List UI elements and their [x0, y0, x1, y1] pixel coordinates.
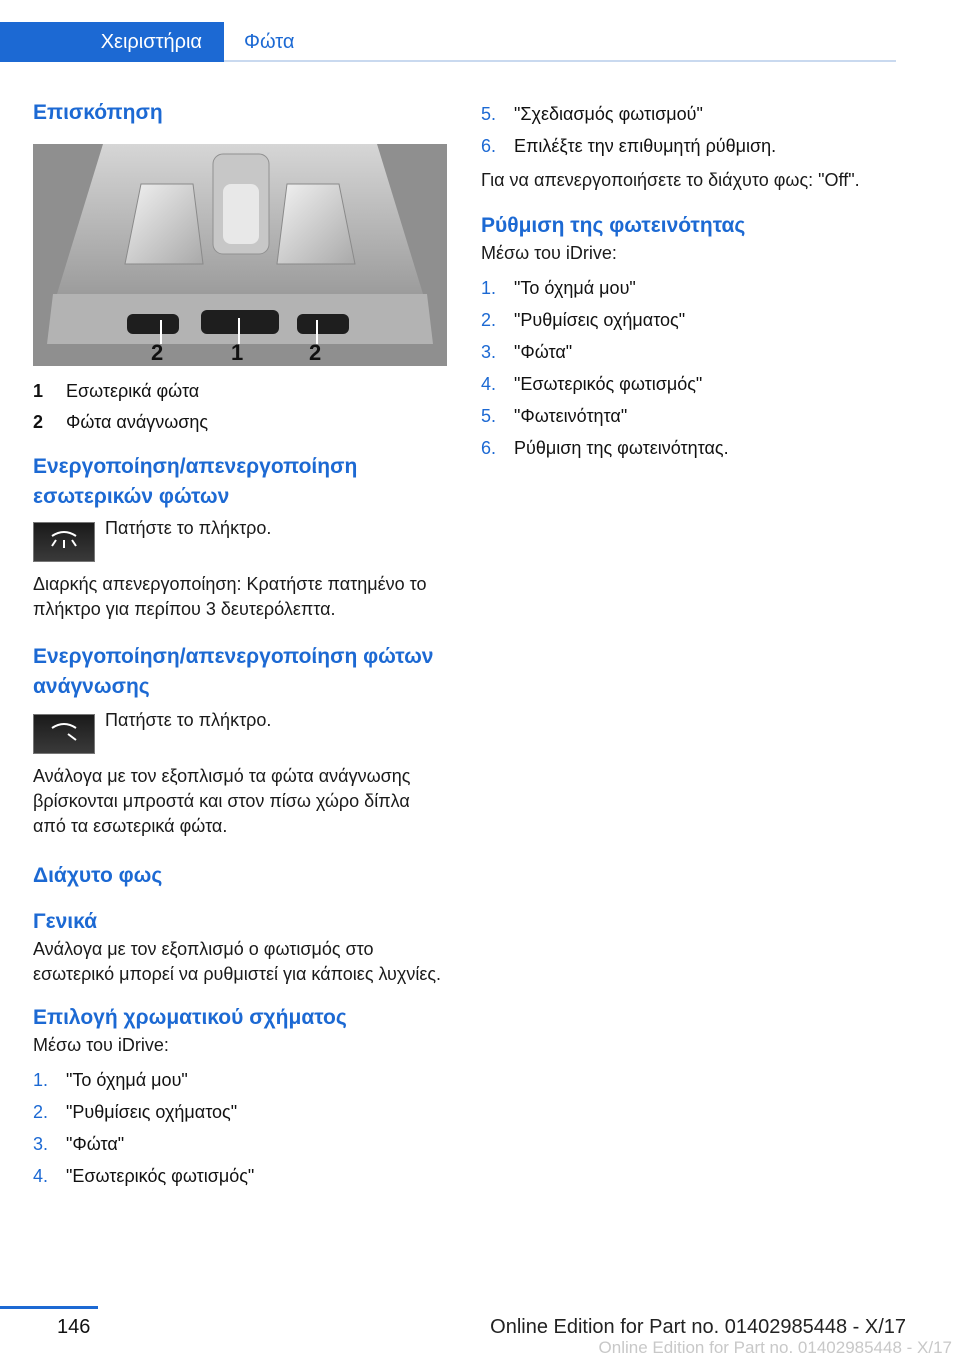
legend-row [33, 407, 447, 438]
reading-paragraph: Ανάλογα με τον εξοπλισμό τα φώτα ανάγνωσης βρίσκονται μπροστά και στον πίσω χώρο δίπλα από τα εσωτερικά φώτα. [33, 766, 411, 836]
list-item: 2. "Ρυθμίσεις οχήματος" [481, 310, 686, 330]
photo-label-center: 1 [231, 340, 244, 365]
list-item: 1. "Το όχημά μου" [33, 1070, 188, 1090]
photo-label-left: 2 [151, 340, 164, 365]
brightness-steps-list [481, 272, 895, 464]
list-item: 5. "Φωτεινότητα" [481, 406, 628, 426]
legend-row [33, 376, 447, 407]
color-steps-continued [481, 98, 895, 162]
list-item: 3. "Φώτα" [481, 342, 573, 362]
list-item: 1. "Το όχημά μου" [481, 278, 636, 298]
page-number: 146 [57, 1316, 91, 1338]
list-item: 6. Ρύθμιση της φωτεινότητας. [481, 438, 729, 458]
interior-paragraph: Διαρκής απενεργοποίηση: Κρατήστε πατημένο το πλήκτρο για περίπου 3 δευτερόλεπτα. [33, 574, 427, 619]
legend-text: Εσωτερικά φώτα [66, 381, 200, 401]
ambient-light-heading: Διάχυτο φως [33, 864, 163, 887]
legend-number: 2 [33, 412, 44, 432]
legend-text: Φώτα ανάγνωσης [66, 412, 209, 432]
reading-press-text: Πατήστε το πλήκτρο. [105, 710, 272, 730]
photo-legend [33, 376, 447, 438]
brightness-via-idrive: Μέσω του iDrive: [481, 243, 617, 263]
interior-press-text: Πατήστε το πλήκτρο. [105, 518, 272, 538]
color-scheme-subheading: Επιλογή χρωματικού σχήματος [33, 1006, 347, 1029]
legend-number: 1 [33, 381, 44, 401]
overview-heading: Επισκόπηση [33, 101, 163, 124]
chapter-tabbar [0, 0, 960, 62]
reading-button-row [33, 710, 447, 754]
overhead-console-photo [33, 144, 447, 366]
list-item: 4. "Εσωτερικός φωτισμός" [481, 374, 703, 394]
list-item: 6. Επιλέξτε την επιθυμητή ρύθμιση. [481, 136, 777, 156]
console-illustration [33, 144, 447, 366]
photo-label-right: 2 [309, 340, 322, 365]
brightness-subheading: Ρύθμιση της φωτεινότητας [481, 214, 746, 237]
interior-lights-heading: Ενεργοποίηση/απενεργοποίηση εσωτερικών φώτων [33, 455, 358, 508]
reading-lights-heading: Ενεργοποίηση/απενεργοποίηση φώτων ανάγνωσης [33, 645, 434, 698]
reading-light-button-icon [33, 714, 95, 754]
list-item: 2. "Ρυθμίσεις οχήματος" [33, 1102, 238, 1122]
edition-note: Online Edition for Part no. 01402985448 - X/17 [490, 1316, 906, 1338]
right-column [481, 98, 895, 464]
list-item: 5. "Σχεδιασμός φωτισμού" [481, 104, 703, 124]
off-paragraph: Για να απενεργοποιήσετε το διάχυτο φως: "Off". [481, 170, 860, 190]
watermark: Online Edition for Part no. 01402985448 - X/17 [598, 1338, 952, 1357]
tab-lights[interactable]: Φώτα [244, 30, 295, 53]
list-item: 3. "Φώτα" [33, 1134, 125, 1154]
interior-button-row [33, 518, 447, 562]
color-via-idrive: Μέσω του iDrive: [33, 1035, 169, 1055]
footer-accent-line [0, 1306, 98, 1309]
color-steps-list [33, 1064, 447, 1192]
general-paragraph: Ανάλογα με τον εξοπλισμό ο φωτισμός στο εσωτερικό μπορεί να ρυθμιστεί για κάποιες λυχνίες. [33, 939, 442, 984]
tab-underline [224, 60, 896, 62]
general-subheading: Γενικά [33, 910, 98, 933]
tab-controls[interactable]: Χειριστήρια [0, 22, 224, 62]
interior-light-button-icon [33, 522, 95, 562]
list-item: 4. "Εσωτερικός φωτισμός" [33, 1166, 255, 1186]
left-column [33, 98, 447, 1192]
